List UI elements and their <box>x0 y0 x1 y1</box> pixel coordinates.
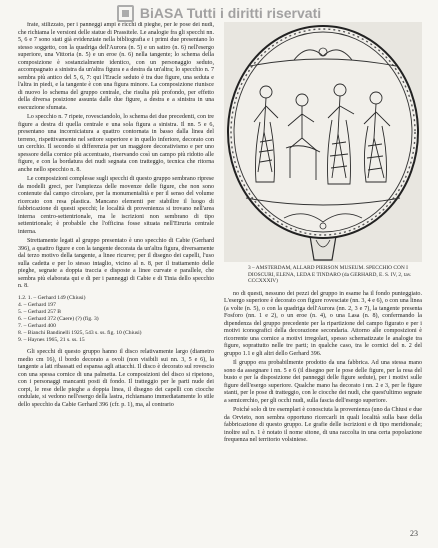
paragraph: frate, stilizzato, per i panneggi ampi e ricchi di pieghe, per le pose dei nudi, che richiama le versioni delle statue di Prassitele. Le analogie fra gli specchi nn. 5, 6 e 7 sono stati già evidenziate nella bibliografia e i primi due presentano lo stesso soggetto, con la quadriga dell'Aurora (n. 5) e un satiro (n. 6) nell'esergo superiore, una Vittoria (n. 5) e un eroe (n. 6) nella tangente; lo schema della composizione è sostanzialmente identico, con un personaggio seduto, accompagnato a sinistra da un'altra figura e a destra da un'altra; lo specchio n. 7 sembra più antico del 5, 6, 7: qui l'Eracle seduto è tra due figure, una seduta e l'altra in piedi, e la tangente è con una figura minore. La composizione riunisce di nuovo lo schema del gruppo centrale, che risulta più profondo, per effetto della diversa posizione assunta dalle due figure, a destra e a sinistra in una esecuzione sfumata. <box>18 22 214 111</box>
catalogue-item: 8. – Bianchi Bandinelli 1925, 543 s. ss. fig. 10 (Chiusi) <box>18 329 142 336</box>
catalogue-item: 4. – Gerhard 197 <box>18 301 56 308</box>
paragraph: Lo specchio n. 7 ripete, rovesciandolo, lo schema dei due precedenti, con tre figure a destra di quella centrale e una sola figura a sinistra. Il nn. 5 e 6, presentano una incorniciatura a quattro contornata in basso dalla linea del terreno, rispettivamente nel settore superiore e in quello inferiore, decorato con un cerchio. Il secondo si differenzia per un maggiore decorativismo e per uno spessore della cornice più accentuato, riservando così un campo più ridotto alle figure, e con la bordatura dei nudi segnata con tratteggio, tecnica che ritorna anche nello specchio n. 8. <box>18 114 214 173</box>
catalogue-item: 9. – Haynes 1965, 21 s. ss. 15 <box>18 337 85 344</box>
catalogue-item: 1.2. 1. – Gerhard 149 (Chiusi) <box>18 294 86 301</box>
mirror-figure <box>224 22 422 262</box>
page <box>18 22 422 528</box>
left-column <box>18 22 214 524</box>
right-column <box>224 22 422 524</box>
paragraph: Le composizioni complesse sugli specchi di questo gruppo sembrano riprese da modelli greci, per l'ampiezza delle movenze delle figure, che non sono contenute dal campo circolare, per la monumentalità e per il senso del volume ricercato con resa plastica. Mancano elementi per stabilire il luogo di fabbricazione di questi specchi; le località di provenienza si trovano nell'area interna centro-settentrionale, ma le iscrizioni non sembrano di tipo settentrionale; è probabile che l'officina fosse situata nell'Etruria centrale interna. <box>18 176 214 235</box>
paragraph: Strettamente legati al gruppo presentato è uno specchio di Cabie (Gerhard 396), a quattro figure e con la tangente decorata da un'altra figura, diversamente dal terzo motivo della tangente, a linee ricurve; per il disegno dei capelli, l'uso sulla cadetta e per lo stesso intaglio, vicino al n. 8, per il trattamento delle pieghe, segnate a doppia traccia e disposte a linee curvate e parallele, che sembra più elaborata qui e di per i panneggi di Cabie e di Tinia dello specchio n. 8. <box>18 238 214 289</box>
paragraph: Il gruppo era probabilmente prodotto da una fabbrica. Ad una stessa mano sono da assegnare i nn. 5 e 6 (il disegno per le pose delle figure, per la resa del busto e per la disposizione dei panneggi delle figure sedute), per i motivi sulle figure dell'esergo superiore. Qualche mano ha decorato i nn. 2 e 3, per le figure stanti, per le pose di tratteggio, con le ciocche dei nudi, che quest'ultimo segnate a semicerchio, per gli occhi nudi, sulla fascia dell'esergo superiore. <box>224 360 422 404</box>
mirror-drawing-icon <box>224 22 422 262</box>
catalogue-list <box>18 295 214 345</box>
watermark <box>0 2 438 24</box>
catalogue-item: 6. – Gerhard 372 (Caere) (?) (fig. 3) <box>18 315 99 322</box>
paragraph: Gli specchi di questo gruppo hanno il disco relativamente largo (diametro medio cm 16), il bordo decorato a ovoli (non visibili sui nn. 3, 5 e 6), la tangente a lati ribassati ed espansa agli attacchi. Il disco è decorato sul rovescio con una spessa cornice di una palmetta. Le composizioni del disco si ripetono, con i personaggi mancanti posti di fondo. Il tratteggio per le parti nude dei corpi, le rese delle pieghe a doppia linea, il disegno dei capelli con ciocche ondulate, si vedono nell'esergo della lastra, richiamano immediatamente lo stile dello specchio da Cabie Gerhard 396 (cfr. p. 1), ma, al contrario <box>18 349 214 408</box>
biasa-logo-icon <box>117 5 134 22</box>
catalogue-item: 5. – Gerhard 257 B <box>18 308 62 315</box>
watermark-text: BiASA Tutti i diritti riservati <box>139 5 322 21</box>
catalogue-item: 7. – Gerhard 400 <box>18 322 56 329</box>
paragraph: Poiché solo di tre esemplari è conosciuta la provenienza (uno da Chiusi e due da Orvieto, non sembra opportuno ricercarli in quali località sulla base della fabbricazione di questo gruppo. Le grafie delle iscrizioni e di tipo meridionale; inoltre sul n. 1 è notato il nome sitone, di una raccolta in una certa popolazione frequenza nel territorio volsiniese. <box>224 407 422 444</box>
paragraph: no di questi, nessuno dei pezzi del gruppo in esame ha il fondo punteggiato. L'esergo superiore è decorato con figure rovesciate (nn. 3, 4 e 6), o con una linea (a volte (n. 5), o con la quadriga dell'Aurora (nn. 2, 3 e 7), la tangente presenta Fosforo (nn. 1 e 2), o un eroe (n. 4), o una Lasa (n. 8), confermando la dipendenza del gruppo precedente per la ripartizione del campo figurato e per i motivi iconografici della decorazione secondaria. Attorno alle composizioni è ricorrente una cornice a motivi irregolari, spesso schematizzate le analogie tra figure, soprattutto nelle tre parti; in qualche caso, tra le cornici del n. 2 del gruppo 1.1 e gli altri dello Gerhard 396. <box>224 290 422 357</box>
figure-caption: 3 – AMSTERDAM, ALLARD PIERSON MUSEUM. SPECCHIO CON I DIOSCURI, ELENA, LEDA E TINDARO (da GERHARD, E. S. IV, 2, tav. CCCXXXIV) <box>248 265 412 285</box>
page-number: 23 <box>410 529 418 538</box>
